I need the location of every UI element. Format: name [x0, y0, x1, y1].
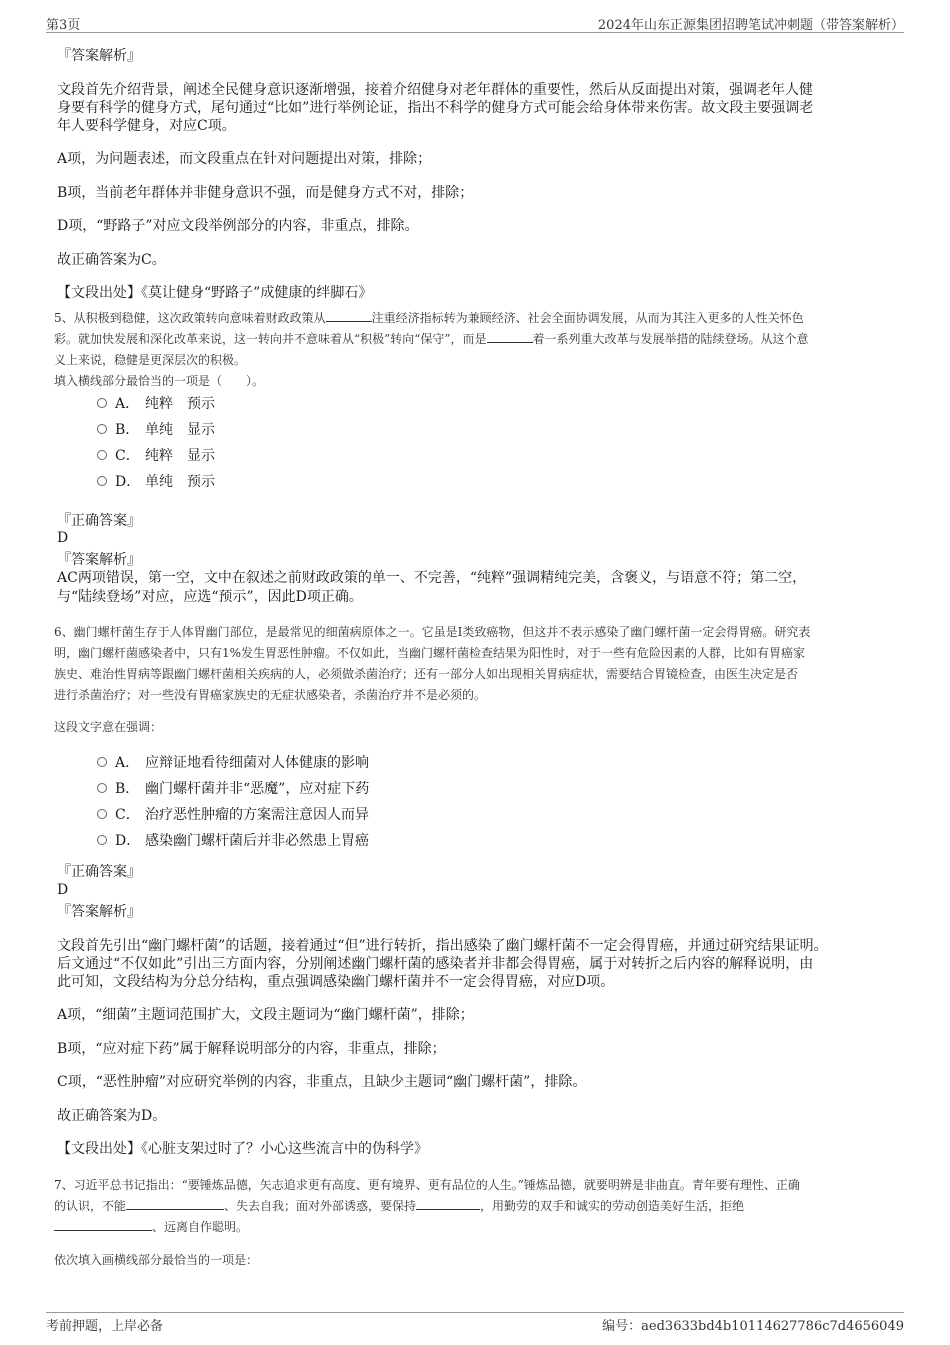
q5-stem-line-3: 义上来说，稳健是更深层次的积极。 [54, 353, 247, 367]
q5-prompt: 填入横线部分最恰当的一项是（ ）。 [54, 374, 265, 388]
q6-answer: D [57, 882, 69, 898]
q5-stem-line-2: 彩。就加快发展和深化改革来说，这一转向并不意味着从“积极”转向“保守”，而是 着一系列重大改革与发展举措的陆续登场。从这个意 [54, 332, 809, 346]
q4-option-d-analysis: D项，“野路子”对应文段举例部分的内容，非重点，排除。 [57, 218, 419, 234]
radio-icon[interactable] [97, 783, 107, 793]
q5-option-d[interactable]: D． 单纯 预示 [97, 471, 215, 491]
q6-conclusion: 故正确答案为D。 [57, 1108, 167, 1124]
q5-analysis-label: 『答案解析』 [57, 552, 141, 568]
q5-answer: D [57, 530, 69, 546]
q5-analysis-line-2: 与“陆续登场”对应，应选“预示”，因此D项正确。 [57, 589, 363, 605]
q4-source: 【文段出处】《莫让健身“野路子”成健康的绊脚石》 [57, 285, 373, 301]
q7-stem-line-3: 、远离自作聪明。 [54, 1217, 890, 1238]
blank-line [416, 1197, 480, 1210]
q4-analysis-line-2: 身要有科学的健身方式，尾句通过“比如”进行举例论证，指出不科学的健身方式可能会给身体带来伤害。故文段主要强调老 [57, 100, 814, 116]
radio-icon[interactable] [97, 835, 107, 845]
q6-option-b[interactable]: B． 幽门螺杆菌并非“恶魔”，应对症下药 [97, 778, 369, 798]
document-id: 编号：aed3633bd4b10114627786c7d4656049 [602, 1319, 904, 1334]
page-footer [46, 1312, 904, 1334]
q5-option-a[interactable]: A． 纯粹 预示 [97, 393, 215, 413]
q4-option-a-analysis: A项，为问题表述，而文段重点在针对问题提出对策，排除； [57, 151, 432, 167]
q6-analysis-line-3: 此可知，文段结构为分总分结构，重点强调感染幽门螺杆菌并不一定会得胃癌，对应D项。 [57, 974, 615, 990]
q6-option-c[interactable]: C． 治疗恶性肿瘤的方案需注意因人而异 [97, 804, 369, 824]
q4-analysis-label: 『答案解析』 [57, 48, 141, 64]
document-title: 2024年山东正源集团招聘笔试冲刺题（带答案解析） [597, 18, 904, 33]
blank-line [54, 1218, 152, 1231]
q6-analysis-label: 『答案解析』 [57, 904, 141, 920]
q4-conclusion: 故正确答案为C。 [57, 252, 166, 268]
q6-option-c-analysis: C项，“恶性肿瘤”对应研究举例的内容，非重点，且缺少主题词“幽门螺杆菌”，排除。 [57, 1074, 587, 1090]
blank-line [126, 1197, 224, 1210]
radio-icon[interactable] [97, 476, 107, 486]
q5-option-c[interactable]: C． 纯粹 显示 [97, 445, 215, 465]
radio-icon[interactable] [97, 757, 107, 767]
radio-icon[interactable] [97, 809, 107, 819]
q6-analysis-line-2: 后文通过“不仅如此”引出三方面内容，分别阐述幽门螺杆菌的感染者并非都会得胃癌，属于对转折之后内容的解释说明，由 [57, 956, 814, 972]
q5-answer-label: 『正确答案』 [57, 513, 141, 529]
q5-stem-line-1: 5、从积极到稳健，这次政策转向意味着财政政策从 注重经济指标转为兼顾经济、社会全面协调发展，从而为其注入更多的人性关怀色 [54, 311, 804, 325]
footer-slogan: 考前押题，上岸必备 [46, 1319, 164, 1334]
q4-option-b-analysis: B项，当前老年群体并非健身意识不强，而是健身方式不对，排除； [57, 185, 474, 201]
q6-stem-line-4: 进行杀菌治疗；对一些没有胃癌家族史的无症状感染者，杀菌治疗并不是必须的。 [54, 688, 487, 702]
q6-prompt: 这段文字意在强调： [54, 720, 163, 734]
page-number: 第3页 [46, 18, 81, 33]
radio-icon[interactable] [97, 450, 107, 460]
page-header [46, 14, 904, 33]
q4-analysis-line-3: 年人要科学健身，对应C项。 [57, 118, 236, 134]
radio-icon[interactable] [97, 424, 107, 434]
q6-stem-line-3: 族史、难治性胃病等跟幽门螺杆菌相关疾病的人，必须做杀菌治疗；还有一部分人如出现相关胃病症状，需要结合胃镜检查，由医生决定是否 [54, 667, 799, 681]
blank-line [487, 330, 533, 343]
q6-option-a[interactable]: A． 应辩证地看待细菌对人体健康的影响 [97, 752, 369, 772]
q6-stem-line-2: 明，幽门螺杆菌感染者中，只有1%发生胃恶性肿瘤。不仅如此，当幽门螺杆菌检查结果为阳性时，对于一些有危险因素的人群，比如有胃癌家 [54, 646, 806, 660]
q7-stem-line-1: 7、习近平总书记指出：“要锤炼品德，矢志追求更有高度、更有境界、更有品位的人生。”锤炼品德，就要明辨是非曲直。青年要有理性、正确 [54, 1178, 800, 1192]
q6-analysis-line-1: 文段首先引出“幽门螺杆菌”的话题，接着通过“但”进行转折，指出感染了幽门螺杆菌不一定会得胃癌，并通过研究结果证明。 [57, 938, 828, 954]
q4-analysis-line-1: 文段首先介绍背景，阐述全民健身意识逐渐增强，接着介绍健身对老年群体的重要性，然后从反面提出对策，强调老年人健 [57, 82, 813, 98]
radio-icon[interactable] [97, 398, 107, 408]
q6-source: 【文段出处】《心脏支架过时了？小心这些流言中的伪科学》 [57, 1141, 428, 1157]
q6-option-d[interactable]: D． 感染幽门螺杆菌后并非必然患上胃癌 [97, 830, 369, 850]
q6-option-b-analysis: B项，“应对症下药”属于解释说明部分的内容，非重点，排除； [57, 1041, 446, 1057]
q7-prompt: 依次填入画横线部分最恰当的一项是： [54, 1253, 259, 1267]
q6-option-a-analysis: A项，“细菌”主题词范围扩大，文段主题词为“幽门螺杆菌”，排除； [57, 1007, 474, 1023]
q6-stem-line-1: 6、幽门螺杆菌生存于人体胃幽门部位，是最常见的细菌病原体之一。它虽是Ⅰ类致癌物，但这并不表示感染了幽门螺杆菌一定会得胃癌。研究表 [54, 625, 811, 639]
q6-answer-label: 『正确答案』 [57, 864, 141, 880]
blank-line [326, 309, 372, 322]
q5-option-b[interactable]: B． 单纯 显示 [97, 419, 215, 439]
q5-analysis-line-1: AC两项错误，第一空，文中在叙述之前财政政策的单一、不完善，“纯粹”强调精纯完美，含褒义，与语意不符；第二空， [57, 570, 807, 586]
q7-stem-line-2: 的认识，不能 、失去自我；面对外部诱惑，要保持 ，用勤劳的双手和诚实的劳动创造美好生活，拒绝 [54, 1199, 745, 1213]
